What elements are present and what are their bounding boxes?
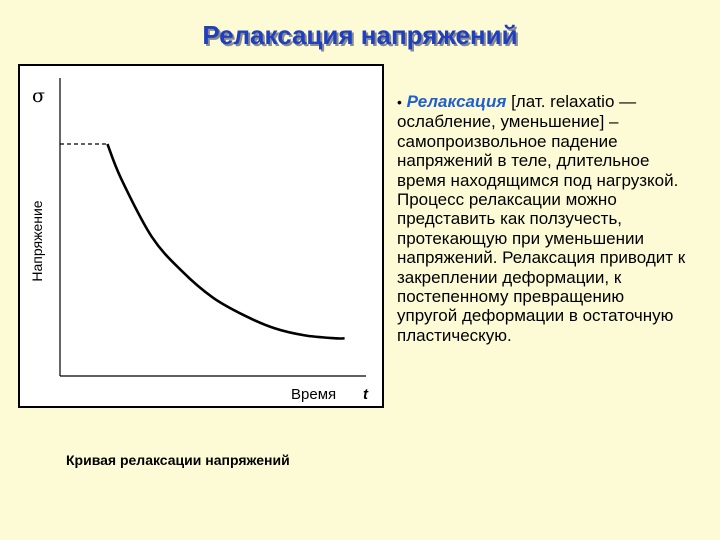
x-symbol-t: t — [363, 386, 368, 403]
y-axis-label: Напряжение — [29, 200, 45, 282]
chart-caption: Кривая релаксации напряжений — [66, 452, 290, 468]
definition-body: [лат. relaxatio — ослабление, уменьшение] –самопроизвольное падение напряжений в теле, длительное время находящимся под нагрузкой. Процесс релаксации можно представить как ползучесть, протекающую при уменьшении напряжений. Релаксация приводит к закреплении деформации, к постепенному превращению упругой деформации в остаточную пластическую. — [397, 92, 686, 345]
relaxation-curve — [107, 144, 344, 339]
chart-canvas — [20, 66, 382, 406]
y-symbol-sigma: σ — [32, 85, 45, 107]
bullet-icon: • — [397, 94, 402, 110]
slide-title: Релаксация напряжений — [202, 20, 518, 50]
term-highlight: Релаксация — [406, 92, 507, 111]
x-axis-label: Время — [291, 386, 337, 403]
definition-text — [397, 92, 689, 345]
relaxation-chart — [18, 64, 384, 408]
